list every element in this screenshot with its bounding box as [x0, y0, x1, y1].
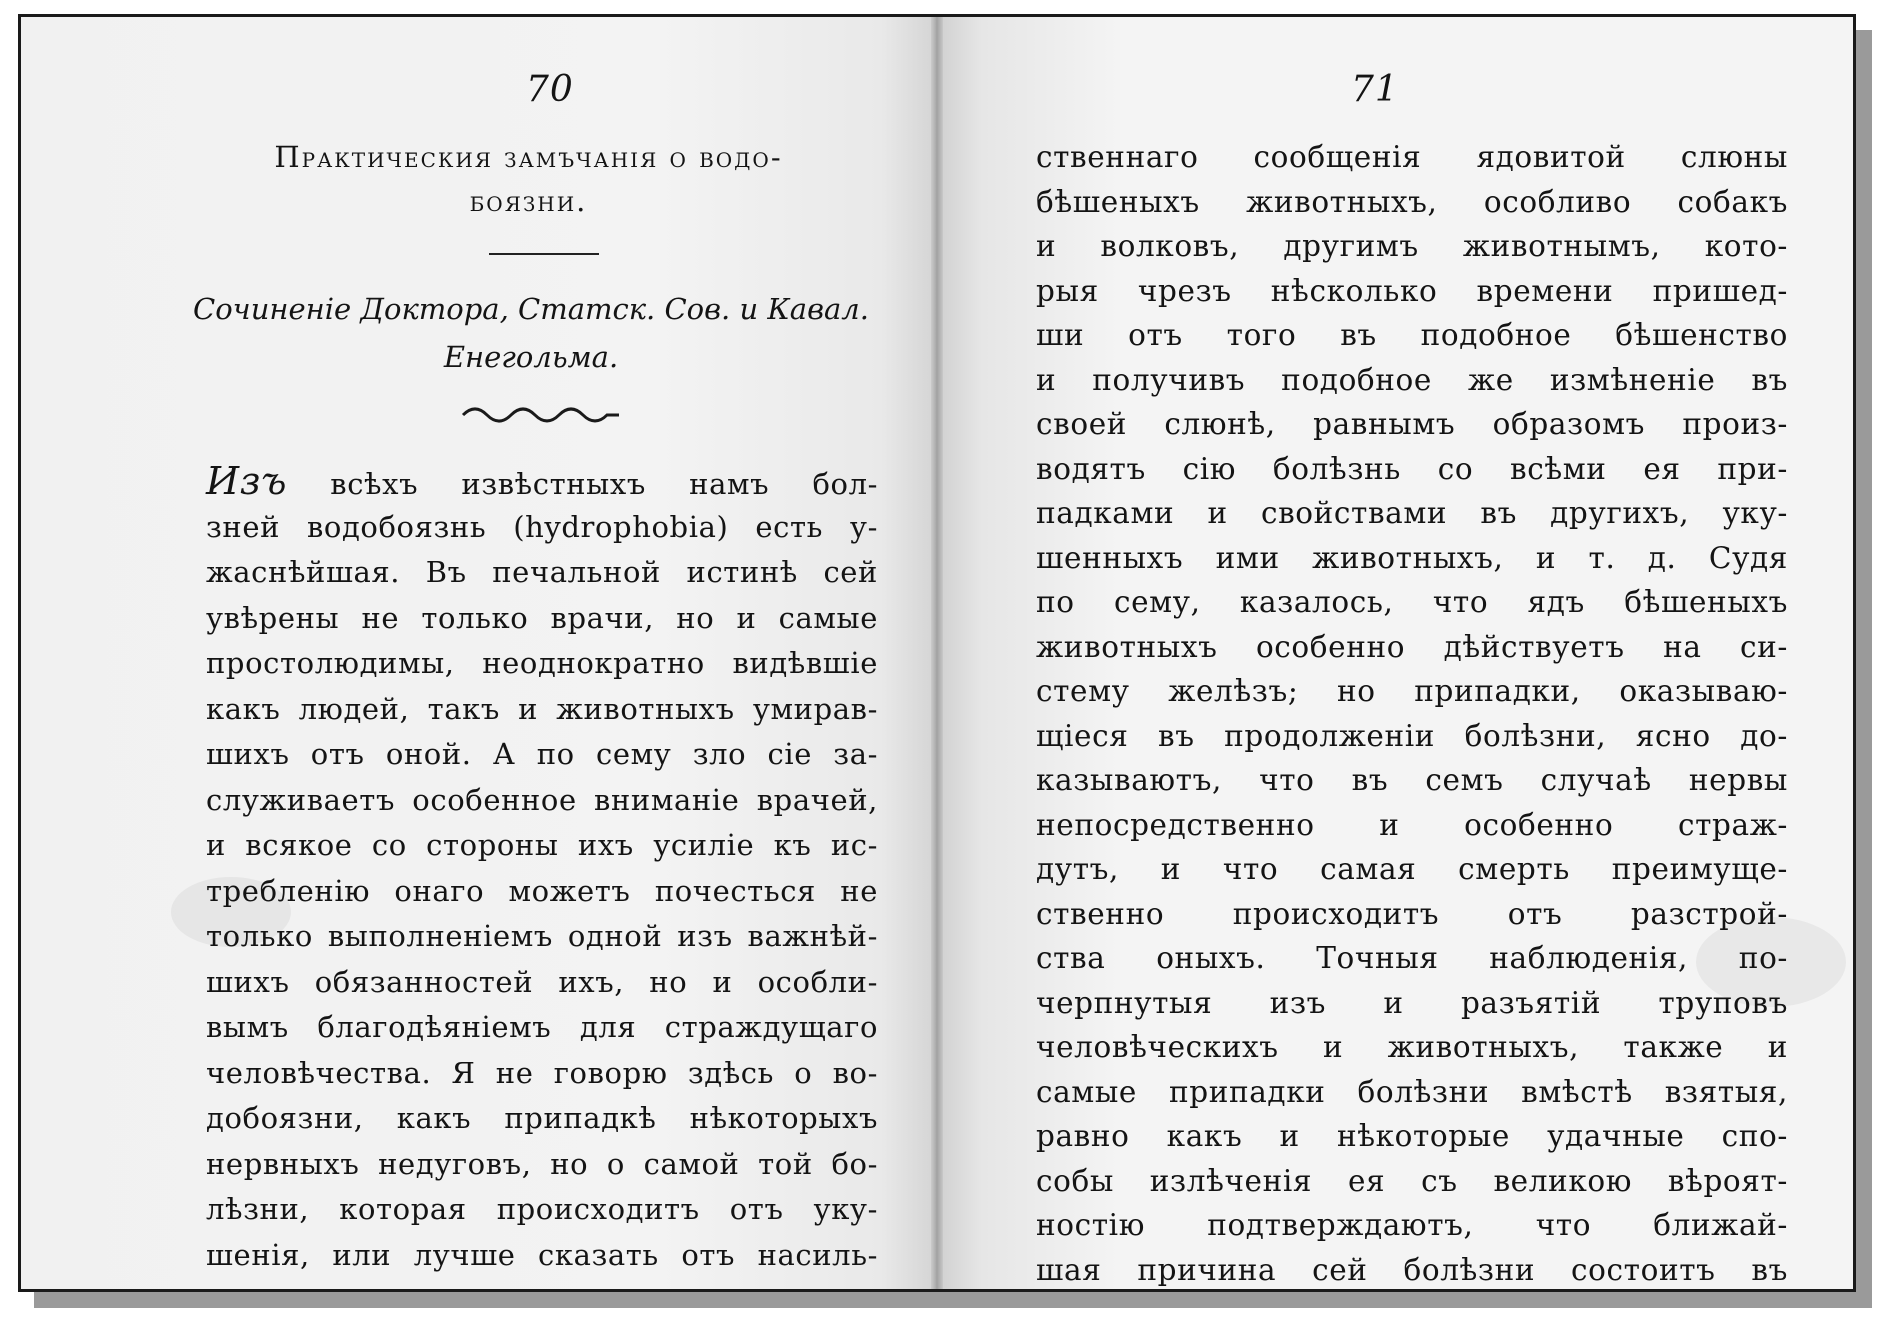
text-line: животныхъ особенно дѣйствуетъ на си-	[1036, 629, 1788, 664]
chapter-title-line-2: боязни.	[469, 184, 588, 218]
text-line: своей слюнѣ, равнымъ образомъ произ-	[1036, 407, 1788, 441]
text-line: и всякое со стороны ихъ усиліе къ ис-	[206, 828, 878, 862]
text-line: рыя чрезъ нѣсколько времени пришед-	[1036, 273, 1788, 308]
text-line: ностію подтверждаютъ, что ближай-	[1036, 1208, 1788, 1242]
text-line: непосредственно и особенно страж-	[1036, 807, 1788, 842]
text-line: равно какъ и нѣкоторые удачные спо-	[1036, 1119, 1788, 1153]
text-line: жаснѣйшая. Въ печальной истинѣ сей	[206, 555, 878, 589]
text-line: казываютъ, что въ семъ случаѣ нервы	[1036, 763, 1788, 797]
page-number-right: 71	[1351, 69, 1399, 110]
text-line: ши отъ того въ подобное бѣшенство	[1036, 318, 1788, 352]
text-line: добоязни, какъ припадкѣ нѣкоторыхъ	[206, 1101, 878, 1135]
text-line: шенныхъ ими животныхъ, и т. д. Судя	[1036, 540, 1788, 575]
text-line: стему желѣзъ; но припадки, оказываю-	[1036, 674, 1788, 708]
text-line: требленію онаго можетъ почесться не	[206, 873, 878, 908]
book-spread	[18, 14, 1856, 1292]
text-line: по сему, казалось, что ядъ бѣшеныхъ	[1036, 585, 1788, 619]
text-line: лѣзни, которая происходитъ отъ уку-	[206, 1192, 878, 1226]
text-line: вымъ благодѣяніемъ для страждущаго	[206, 1010, 878, 1044]
text-line: ственнаго сообщенія ядовитой слюны	[1036, 140, 1788, 174]
text-line: нервныхъ недуговъ, но о самой той бо-	[206, 1146, 878, 1181]
text-line: увѣрены не только врачи, но и самые	[206, 600, 878, 635]
chapter-title-line-1: Практическия замъчанія о водо-	[274, 140, 783, 174]
text-line: служиваетъ особенное вниманіе врачей,	[206, 782, 878, 817]
text-line: падками и свойствами въ другихъ, уку-	[1036, 496, 1788, 530]
text-line: человѣчества. Я не говорю здѣсь о во-	[206, 1055, 878, 1090]
text-line: шенія, или лучше сказать отъ насиль-	[206, 1237, 878, 1272]
text-line: ства оныхъ. Точныя наблюденія, по-	[1036, 941, 1788, 975]
text-line: и получивъ подобное же измѣненіе въ	[1036, 362, 1788, 397]
title-rule	[489, 253, 599, 255]
left-page-body	[206, 459, 878, 1278]
first-word: Изъ	[206, 459, 287, 503]
first-line-rest: всѣхъ извѣстныхъ намъ бол-	[287, 467, 878, 501]
subtitle-line-2: Енегольма.	[443, 340, 619, 374]
text-line: шихъ обязанностей ихъ, но и особли-	[206, 964, 878, 999]
text-line: самые припадки болѣзни вмѣстѣ взятыя,	[1036, 1074, 1788, 1109]
text-line: и волковъ, другимъ животнымъ, кото-	[1036, 229, 1788, 263]
text-line: зней водобоязнь (hydrophobia) есть у-	[206, 509, 878, 544]
text-line: дутъ, и что самая смерть преимуще-	[1036, 852, 1788, 886]
chapter-title	[206, 135, 851, 223]
text-line: простолюдимы, неоднократно видѣвшіе	[206, 646, 878, 680]
text-line: водятъ сію болѣзнь со всѣми ея при-	[1036, 451, 1788, 486]
text-line	[206, 459, 878, 505]
text-line: шая причина сей болѣзни состоитъ въ	[1036, 1252, 1788, 1287]
text-line: бѣшеныхъ животныхъ, особливо собакъ	[1036, 184, 1788, 219]
text-line: щіеся въ продолженіи болѣзни, ясно до-	[1036, 718, 1788, 753]
ornamental-divider	[461, 405, 621, 425]
text-line: человѣческихъ и животныхъ, также и	[1036, 1030, 1788, 1064]
left-page	[21, 17, 936, 1289]
page-number-left: 70	[526, 69, 574, 110]
text-line: шихъ отъ оной. А по сему зло сіе за-	[206, 737, 878, 771]
text-line: собы излѣченія ея съ великою вѣроят-	[1036, 1163, 1788, 1198]
right-page	[936, 17, 1853, 1289]
text-line: какъ людей, такъ и животныхъ умирав-	[206, 691, 878, 726]
text-line: черпнутыя изъ и разъятій труповъ	[1036, 985, 1788, 1020]
text-line: только выполненіемъ одной изъ важнѣй-	[206, 919, 878, 953]
right-page-body	[1036, 135, 1788, 1289]
text-line: ственно происходитъ отъ разстрой-	[1036, 896, 1788, 931]
author-subtitle	[191, 285, 871, 381]
subtitle-line-1: Сочиненіе Доктора, Статск. Сов. и Кавал.	[193, 292, 869, 326]
book-gutter	[931, 17, 943, 1289]
